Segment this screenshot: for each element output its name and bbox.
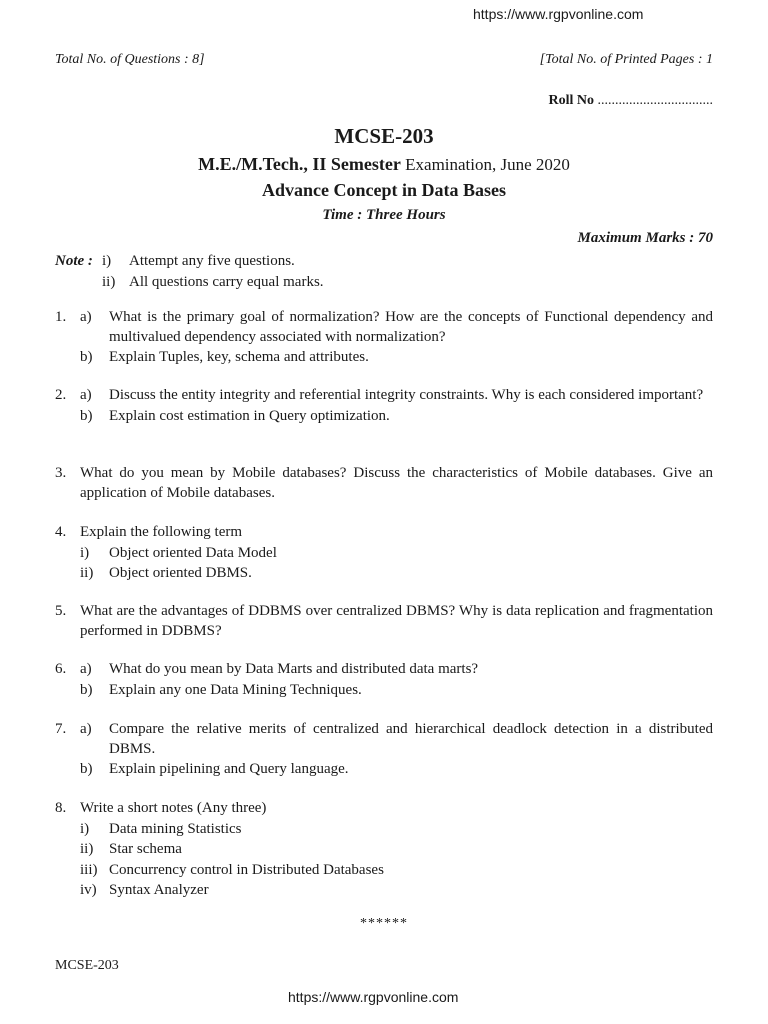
question-part [55,760,713,780]
question-7 [55,720,713,781]
question-part [55,660,713,680]
part-label: b) [80,407,93,424]
subitem-number: iv) [80,882,97,898]
part-text: Explain pipelining and Query language. [109,761,349,777]
printed-pages: [Total No. of Printed Pages : 1 [539,52,713,67]
part-text: What is the primary goal of normalization? How are the concepts of Functional dependency and multivalued dependency associated with normalization? [109,309,713,345]
subitem-number: i) [80,544,90,561]
footer-paper-code: MCSE-203 [55,958,119,973]
subject-title: Advance Concept in Data Bases [261,180,506,200]
question-part [55,602,713,641]
subitem-text: Syntax Analyzer [109,882,209,898]
question-number: 6. [55,661,67,677]
question-number: 4. [55,524,67,540]
question-subitem [55,861,713,881]
question-1 [55,308,713,369]
part-text: What do you mean by Data Marts and distributed data marts? [109,661,479,677]
exam-line [0,154,768,175]
question-4 [55,523,713,585]
question-text: Write a short notes (Any three) [80,800,267,816]
subitem-text: Star schema [109,841,182,857]
part-label: a) [80,721,92,737]
question-text: Explain the following term [80,524,243,540]
note-list [102,252,662,294]
subitem-text: Concurrency control in Distributed Databases [109,861,384,878]
note-label: Note : [55,253,93,269]
question-part [55,720,713,759]
source-url-top[interactable]: https://www.rgpvonline.com [473,6,644,22]
end-of-paper-stars: ****** [360,916,408,931]
question-part [55,799,713,819]
subitem-number: ii) [80,565,94,581]
subitem-number: ii) [80,841,94,857]
note-item [102,273,662,294]
note-item [102,252,662,273]
roll-label: Roll No [548,93,594,108]
roll-number-field [549,93,714,109]
question-subitem [55,820,713,840]
exam-session: Examination, June 2020 [400,155,570,174]
subitem-text: Data mining Statistics [109,820,242,837]
time-allowed: Time : Three Hours [322,207,446,223]
question-text: What are the advantages of DDBMS over centralized DBMS? Why is data replication and fragmentation performed in DDBMS? [80,603,713,639]
question-number: 7. [55,721,67,737]
question-text: What do you mean by Mobile databases? Discuss the characteristics of Mobile databases. Give an application of Mobile databases. [80,465,713,501]
part-text: Explain cost estimation in Query optimization. [109,407,390,424]
note-item-text: All questions carry equal marks. [129,274,324,290]
part-label: b) [80,681,93,698]
note-item-number: ii) [102,274,116,290]
question-part [55,464,713,503]
roll-dots: ................................. [594,93,713,108]
subitem-text: Object oriented Data Model [109,544,277,561]
question-subitem [55,840,713,860]
question-part [55,407,713,427]
question-subitem [55,544,713,564]
part-label: a) [80,387,92,403]
paper-code: MCSE-203 [334,124,434,148]
question-3 [55,464,713,504]
question-number: 1. [55,309,67,325]
question-subitem [55,881,713,901]
question-number: 8. [55,800,67,816]
subitem-number: i) [80,820,90,837]
source-url-bottom[interactable]: https://www.rgpvonline.com [288,989,459,1005]
part-label: a) [80,661,92,677]
question-number: 3. [55,465,67,481]
part-label: a) [80,309,92,325]
subitem-number: iii) [80,861,98,878]
question-8 [55,799,713,902]
question-5 [55,602,713,642]
question-2 [55,386,713,427]
question-part [55,308,713,347]
question-number: 5. [55,603,67,619]
note-item-text: Attempt any five questions. [129,253,295,269]
part-text: Explain Tuples, key, schema and attributes. [109,349,369,365]
question-number: 2. [55,387,67,403]
subitem-text: Object oriented DBMS. [109,565,252,581]
part-text: Compare the relative merits of centralized and hierarchical deadlock detection in a distributed DBMS. [109,721,713,757]
question-part [55,523,713,543]
question-6 [55,660,713,701]
question-part [55,348,713,368]
part-label: b) [80,349,93,365]
question-subitem [55,564,713,584]
maximum-marks: Maximum Marks : 70 [577,230,713,246]
part-label: b) [80,761,93,777]
note-item-number: i) [102,253,112,269]
part-text: Explain any one Data Mining Techniques. [109,681,362,698]
total-questions: Total No. of Questions : 8] [55,52,205,67]
part-text: Discuss the entity integrity and referential integrity constraints. Why is each considered important? [109,387,704,403]
question-part [55,681,713,701]
degree: M.E./M.Tech., II Semester [198,154,401,174]
question-part [55,386,713,406]
